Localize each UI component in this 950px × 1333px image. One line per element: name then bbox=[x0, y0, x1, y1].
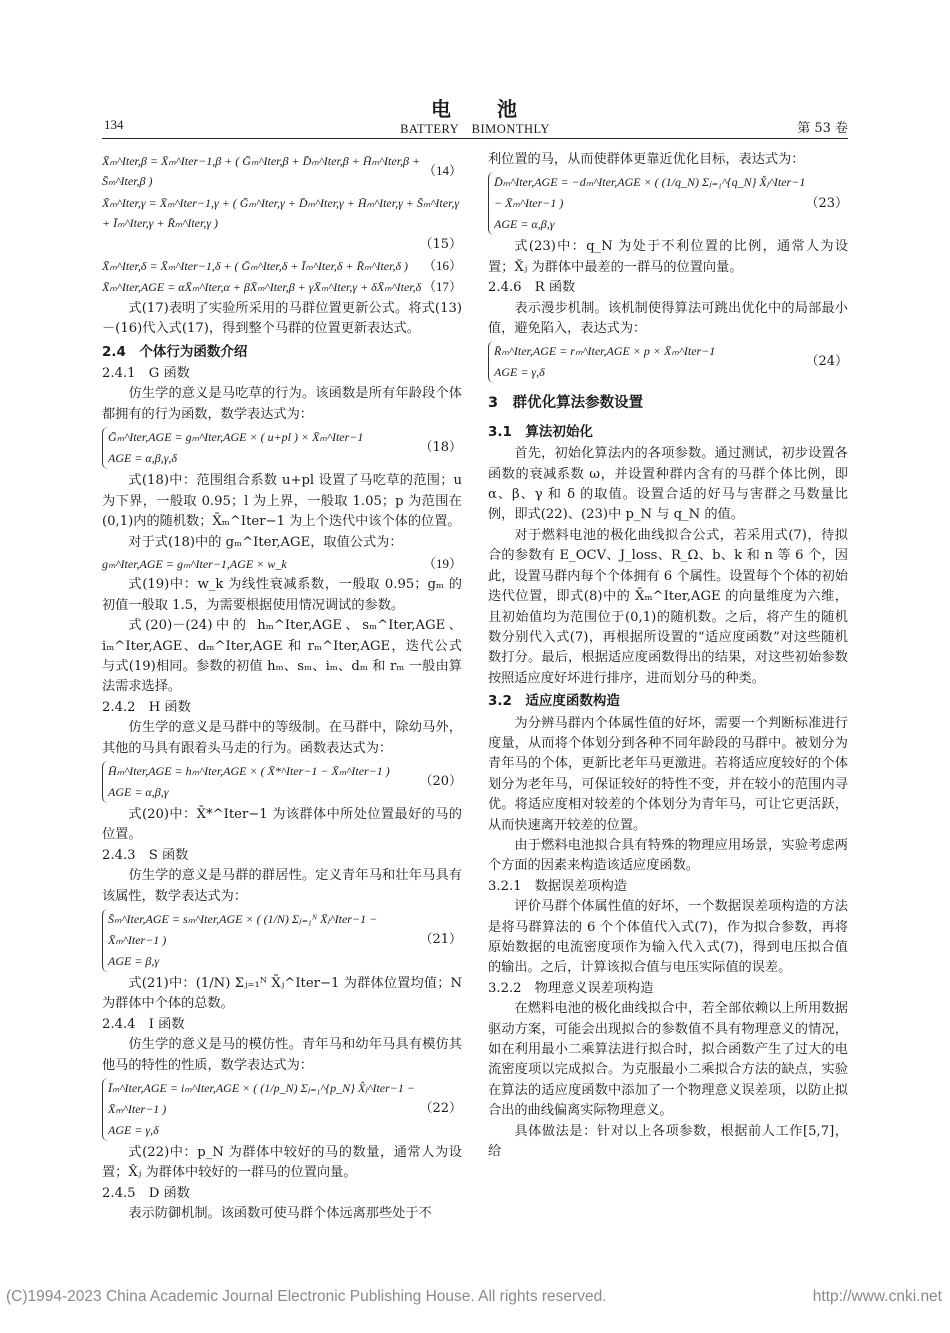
equation-19: gₘ^Iter,AGE = gₘ^Iter−1,AGE × w_k （19） bbox=[102, 554, 462, 574]
paragraph: 为分辨马群内个体属性值的好坏，需要一个判断标准进行度量，从而将个体划分到各种不同年龄段的马群中。被划分为青年马的个体，更新比老年马更激进。若将适应度较好的个体划分为老年马，可保证较好的特性不变，并在较小的范围内寻优。将适应度相对较差的个体划分为青年马，可让它更活跃，从而快速离开较差的位置。 bbox=[488, 715, 848, 833]
paragraph: 式(23)中：q_N 为处于不利位置的比例，通常人为设置；X̌ⱼ 为群体中最差的一群马的位置向量。 bbox=[488, 239, 848, 275]
paragraph: 仿生学的意义是马群的群居性。定义青年马和壮年马具有该属性，数学表达式为： bbox=[102, 868, 462, 904]
journal-title-cn: 电 池 bbox=[431, 97, 519, 121]
paragraph: 在燃料电池的极化曲线拟合中，若全部依赖以上所用数据驱动方案，可能会出现拟合的参数值不具有物理意义的情况，如在利用最小二乘算法进行拟合时，拟合函数产生了过大的电流密度项以完成拟合。为克服最小二乘拟合方法的缺点，实验在算法的适应度函数中添加了一个物理意义误差项，以防止拟合出的曲线偏离实际物理意义。 bbox=[488, 1001, 848, 1119]
section-heading-3-2: 3.2 适应度函数构造 bbox=[488, 693, 620, 710]
equation-number: （14） bbox=[422, 163, 462, 179]
equation-number: （23） bbox=[805, 195, 848, 211]
paragraph: 首先，初始化算法内的各项参数。通过测试，初步设置各函数的衰减系数 ω，并设置种群内含有的马群个体比例，即 α、β、γ 和 δ 的取值。设置合适的好马与害群之马数量比例，即式(22)、(23)中 p_N 与 q_N 的值。 bbox=[488, 446, 848, 523]
right-column bbox=[488, 150, 848, 1162]
equation-number: （18） bbox=[419, 440, 462, 456]
equation-24: R̄ₘ^Iter,AGE = rₘ^Iter,AGE × p × X̄ₘ^Iter−1 AGE = γ,δ （24） bbox=[488, 341, 848, 383]
paragraph: 评价马群个体属性值的好坏，一个数据误差项构造的方法是将马群算法的 6 个个体值代入式(7)，作为拟合参数，再将原始数据的电流密度项作为输入代入式(7)，得到电压拟合值的输出。之后，计算该拟合值与电压实际值的误差。 bbox=[488, 899, 848, 976]
equation-22: Īₘ^Iter,AGE = iₘ^Iter,AGE × ( (1/p_N) Σⱼ₌₁^{p_N} X̂ⱼ^Iter−1 − X̄ₘ^Iter−1 ) AGE = γ,δ （22） bbox=[102, 1078, 462, 1141]
equation-21: S̄ₘ^Iter,AGE = sₘ^Iter,AGE × ( (1/N) Σⱼ₌₁ᴺ X̄ⱼ^Iter−1 − X̄ₘ^Iter−1 ) AGE = β,γ （21） bbox=[102, 909, 462, 972]
paragraph: 具体做法是：针对以上各项参数，根据前人工作[5,7]，给 bbox=[488, 1123, 848, 1160]
equation-number: （19） bbox=[422, 555, 462, 571]
paragraph: 表示防御机制。该函数可使马群个体远离那些处于不 bbox=[128, 1206, 432, 1222]
paragraph: 由于燃料电池拟合具有特殊的物理应用场景，实验考虑两个方面的因素来构造该适应度函数。 bbox=[488, 837, 848, 874]
paragraph: 式(20)中：X̄*^Iter−1 为该群体中所处位置最好的马的位置。 bbox=[102, 806, 462, 843]
paragraph: 利位置的马，从而使群体更靠近优化目标，表达式为： bbox=[488, 152, 805, 167]
subsection-heading-3-2-2: 3.2.2 物理意义误差项构造 bbox=[488, 980, 654, 996]
paragraph: 仿生学的意义是马吃草的行为。该函数是所有年龄段个体都拥有的行为函数，数学表达式为： bbox=[102, 386, 462, 422]
paragraph: 式(18)中：范围组合系数 u+pl 设置了马吃草的范围；u 为下界，一般取 0.95；l 为上界，一般取 1.05；p 为范围在(0,1)内的随机数；X̄ₘ^Iter−1 为上个迭代中该个体的位置。 bbox=[102, 473, 462, 530]
paragraph: 式(22)中：p_N 为群体中较好的马的数量，通常人为设置；X̂ⱼ 为群体中较好的一群马的位置向量。 bbox=[102, 1145, 462, 1181]
paragraph: 表示漫步机制。该机制使得算法可跳出优化中的局部最小值，避免陷入，表达式为： bbox=[488, 300, 848, 337]
equation-14: X̄ₘ^Iter,β = X̄ₘ^Iter−1,β + ( Ḡₘ^Iter,β + D̄ₘ^Iter,β + H̄ₘ^Iter,β + S̄ₘ^Iter,β ) （14） bbox=[102, 154, 462, 189]
subsection-heading-2-4-3: 2.4.3 S 函数 bbox=[102, 847, 189, 863]
equation-number: （16） bbox=[422, 258, 462, 274]
equation-20: H̄ₘ^Iter,AGE = hₘ^Iter,AGE × ( X̄*^Iter−1 − X̄ₘ^Iter−1 ) AGE = α,β,γ （20） bbox=[102, 761, 462, 803]
journal-title-en: BATTERY BIMONTHLY bbox=[400, 122, 550, 136]
equation-23: D̄ₘ^Iter,AGE = −dₘ^Iter,AGE × ( (1/q_N) Σⱼ₌₁^{q_N} X̌ⱼ^Iter−1 − X̄ₘ^Iter−1 ) AGE = α,β,γ （23） bbox=[488, 172, 848, 235]
copyright-notice: (C)1994-2023 China Academic Journal Electronic Publishing House. All rights reserved. bbox=[6, 1288, 607, 1305]
left-column bbox=[102, 150, 462, 1225]
page-number: 134 bbox=[104, 117, 124, 132]
paragraph: 式(19)中：w_k 为线性衰减系数，一般取 0.95；gₘ 的初值一般取 1.5，为需要根据使用情况调试的参数。 bbox=[102, 577, 462, 613]
subsection-heading-3-2-1: 3.2.1 数据误差项构造 bbox=[488, 878, 628, 894]
volume-label: 第 53 卷 bbox=[797, 121, 848, 136]
equation-number: （22） bbox=[419, 1101, 462, 1117]
paragraph: 对于燃料电池的极化曲线拟合公式，若采用式(7)，待拟合的参数有 E_OCV、J_loss、R_Ω、b、k 和 n 等 6 个，因此，设置马群内每个个体拥有 6 个属性。设置每个个体的初始迭代位置，即式(8)中的 X̄ₘ^Iter,AGE 的向量维度为六维，且初始值均为范围位于(0,1)的随机数。之后，将产生的随机数分别代入式(7)，再根据所设置的“适应度函数”对这些随机数打分。最后，根据适应度函数得出的结果，对这些初始参数按照适应度好坏进行排序，进而划分马的种类。 bbox=[488, 527, 848, 686]
equation-number: （17） bbox=[422, 279, 462, 295]
section-heading-3: 3 群优化算法参数设置 bbox=[488, 395, 644, 412]
subsection-heading-2-4-2: 2.4.2 H 函数 bbox=[102, 699, 191, 715]
paragraph: 仿生学的意义是马的模仿性。青年马和幼年马具有模仿其他马的特性的性质，数学表达式为： bbox=[102, 1037, 462, 1073]
paragraph: 对于式(18)中的 gₘ^Iter,AGE，取值公式为： bbox=[128, 534, 403, 550]
subsection-heading-2-4-6: 2.4.6 R 函数 bbox=[488, 280, 576, 296]
subsection-heading-2-4-5: 2.4.5 D 函数 bbox=[102, 1185, 190, 1201]
equation-number: （21） bbox=[419, 932, 462, 948]
footer bbox=[0, 1288, 950, 1306]
paragraph: 式(21)中：(1/N) Σⱼ₌₁ᴺ X̄ⱼ^Iter−1 为群体位置均值；N 为群体中个体的总数。 bbox=[102, 976, 462, 1012]
footer-url[interactable]: http://www.cnki.net bbox=[812, 1288, 942, 1305]
equation-number: （24） bbox=[805, 354, 848, 370]
header-rule bbox=[102, 138, 848, 139]
subsection-heading-2-4-1: 2.4.1 G 函数 bbox=[102, 366, 190, 382]
section-heading-3-1: 3.1 算法初始化 bbox=[488, 423, 593, 440]
subsection-heading-2-4-4: 2.4.4 I 函数 bbox=[102, 1016, 185, 1032]
paragraph: 仿生学的意义是马群中的等级制。在马群中，除幼马外，其他的马具有跟着头马走的行为。函数表达式为： bbox=[102, 720, 462, 756]
paragraph: 式(17)表明了实验所采用的马群位置更新公式。将式(13)－(16)代入式(17)，得到整个马群的位置更新表达式。 bbox=[102, 300, 462, 337]
equation-15: X̄ₘ^Iter,γ = X̄ₘ^Iter−1,γ + ( Ḡₘ^Iter,γ + D̄ₘ^Iter,γ + H̄ₘ^Iter,γ + S̄ₘ^Iter,γ + Īₘ^Iter,γ + R̄ₘ^Iter,γ ) bbox=[102, 195, 460, 231]
equation-18: Ḡₘ^Iter,AGE = gₘ^Iter,AGE × ( u+pl ) × X̄ₘ^Iter−1 AGE = α,β,γ,δ （18） bbox=[102, 427, 462, 469]
equation-number: （15） bbox=[419, 236, 462, 252]
equation-number: （20） bbox=[419, 773, 462, 789]
paragraph: 式(20)－(24)中的 hₘ^Iter,AGE、sₘ^Iter,AGE、iₘ^Iter,AGE、dₘ^Iter,AGE 和 rₘ^Iter,AGE，迭代公式与式(19)相同。参数的初值 hₘ、sₘ、iₘ、dₘ 和 rₘ 一般由算法需求选择。 bbox=[102, 618, 462, 695]
equation-17: X̄ₘ^Iter,AGE = αX̄ₘ^Iter,α + βX̄ₘ^Iter,β + γX̄ₘ^Iter,γ + δX̄ₘ^Iter,δ （17） bbox=[102, 277, 462, 297]
equation-16: X̄ₘ^Iter,δ = X̄ₘ^Iter−1,δ + ( Ḡₘ^Iter,δ + Īₘ^Iter,δ + R̄ₘ^Iter,δ ) （16） bbox=[102, 256, 462, 276]
section-heading-2-4: 2.4 个体行为函数介绍 bbox=[102, 343, 248, 360]
